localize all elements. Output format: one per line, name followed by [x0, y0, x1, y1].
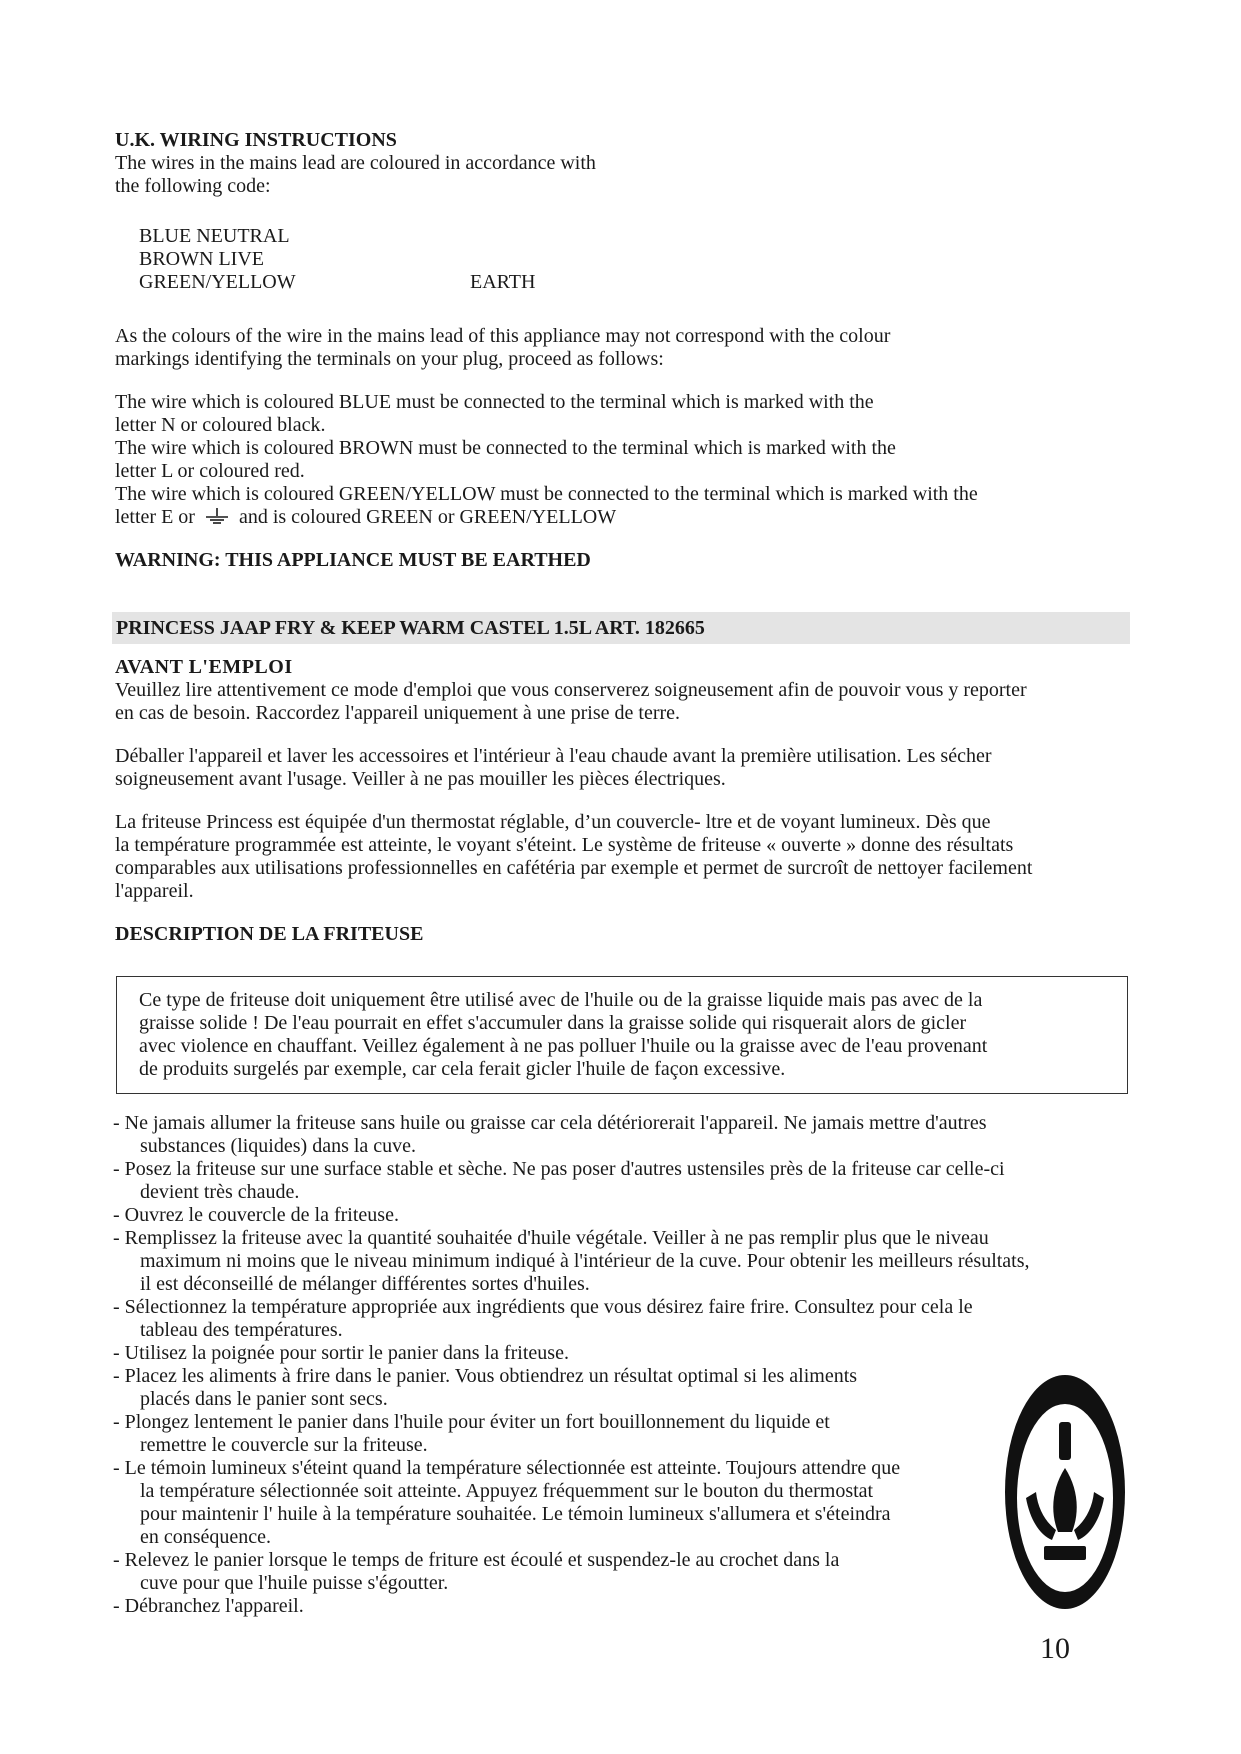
friteuse-line-4: l'appareil. [115, 880, 194, 902]
earthing-warning: WARNING: THIS APPLIANCE MUST BE EARTHED [115, 549, 591, 571]
colour-code-row [139, 271, 535, 294]
list-item [113, 1158, 1133, 1204]
blue-wire-line-1: The wire which is coloured BLUE must be connected to the terminal which is marked with the [115, 391, 874, 413]
plug-note-line-1: As the colours of the wire in the mains lead of this appliance may not correspond with the colour [115, 325, 891, 347]
list-item-line: - Utilisez la poignée pour sortir le panier dans la friteuse. [113, 1342, 569, 1364]
list-item-line: remettre le couvercle sur la friteuse. [140, 1434, 428, 1456]
solid-fat-warning-box [116, 976, 1128, 1094]
green-wire-line-2-start: letter E or [115, 506, 195, 528]
brown-wire-line-1: The wire which is coloured BROWN must be connected to the terminal which is marked with the [115, 437, 896, 459]
list-item-line: - Placez les aliments à frire dans le panier. Vous obtiendrez un résultat optimal si les aliments [113, 1365, 858, 1387]
list-item [113, 1549, 1010, 1595]
list-item-line: la température sélectionnée soit atteinte. Appuyez fréquemment sur le bouton du thermostat [140, 1480, 874, 1502]
deballer-line-2: soigneusement avant l'usage. Veiller à ne pas mouiller les pièces électriques. [115, 768, 726, 790]
description-heading: DESCRIPTION DE LA FRITEUSE [115, 923, 424, 945]
list-item [113, 1457, 1010, 1549]
list-item-line: substances (liquides) dans la cuve. [140, 1135, 417, 1157]
avant-line-2: en cas de besoin. Raccordez l'appareil uniquement à une prise de terre. [115, 702, 681, 724]
box-line-4: de produits surgelés par exemple, car cela ferait gicler l'huile de façon excessive. [139, 1058, 786, 1080]
box-line-2: graisse solide ! De l'eau pourrait en effet s'accumuler dans la graisse solide qui risquerait alors de gicler [139, 1012, 967, 1034]
list-item-line: maximum ni moins que le niveau minimum indiqué à l'intérieur de la cuve. Pour obtenir les meilleurs résultats, [140, 1250, 1030, 1272]
list-item-line: cuve pour que l'huile puisse s'égoutter. [140, 1572, 449, 1594]
uk-wiring-section [115, 129, 1125, 198]
list-item [113, 1296, 1133, 1342]
instruction-list [113, 1112, 1133, 1618]
list-item-line: devient très chaude. [140, 1181, 300, 1203]
avant-line-1: Veuillez lire attentivement ce mode d'emploi que vous conserverez soigneusement afin de pouvoir vous y reporter [115, 679, 1027, 701]
list-item [113, 1112, 1133, 1158]
uk-intro-line-1: The wires in the mains lead are coloured in accordance with [115, 152, 596, 174]
list-item-line: en conséquence. [140, 1526, 272, 1548]
green-wire-line-2-end: and is coloured GREEN or GREEN/YELLOW [238, 506, 617, 528]
uk-instructions [115, 325, 1125, 572]
avant-heading: AVANT L'EMPLOI [115, 656, 293, 678]
green-wire-line-2 [115, 506, 1125, 529]
colour-code-colour: BROWN LIVE [139, 248, 264, 270]
product-banner-title: PRINCESS JAAP FRY & KEEP WARM CASTEL 1.5L ART. 182665 [116, 616, 705, 639]
friteuse-line-3: comparables aux utilisations professionnelles en cafétéria par exemple et permet de surcroît de nettoyer facilement [115, 857, 1033, 879]
list-item-line: - Sélectionnez la température appropriée aux ingrédients que vous désirez faire frire. Consultez pour cela le [113, 1296, 973, 1318]
list-item [113, 1204, 1133, 1227]
list-item [113, 1342, 1133, 1365]
list-item-line: - Ne jamais allumer la friteuse sans huile ou graisse car cela détériorerait l'appareil. Ne jamais mettre d'autres [113, 1112, 987, 1134]
list-item-line: - Débranchez l'appareil. [113, 1595, 304, 1617]
blue-wire-line-2: letter N or coloured black. [115, 414, 326, 436]
plug-note-line-2: markings identifying the terminals on your plug, proceed as follows: [115, 348, 664, 370]
list-item-line: il est déconseillé de mélanger différentes sortes d'huiles. [140, 1273, 590, 1295]
list-item [113, 1227, 1133, 1296]
list-item-line: - Ouvrez le couvercle de la friteuse. [113, 1204, 399, 1226]
colour-code-row [139, 248, 535, 271]
french-language-emblem-icon [1000, 1370, 1130, 1615]
list-item-line: placés dans le panier sont secs. [140, 1388, 388, 1410]
french-section [115, 656, 1130, 946]
colour-code-colour: GREEN/YELLOW [139, 271, 296, 293]
list-item-line: - Plongez lentement le panier dans l'huile pour éviter un fort bouillonnement du liquide et [113, 1411, 830, 1433]
list-item [113, 1365, 1010, 1411]
page-number: 10 [1040, 1632, 1070, 1665]
list-item-line: - Le témoin lumineux s'éteint quand la température sélectionnée est atteinte. Toujours attendre que [113, 1457, 901, 1479]
box-line-1: Ce type de friteuse doit uniquement être utilisé avec de l'huile ou de la graisse liquide mais pas avec de la [139, 989, 983, 1011]
list-item-line: - Relevez le panier lorsque le temps de friture est écoulé et suspendez-le au crochet dans la [113, 1549, 840, 1571]
friteuse-line-1: La friteuse Princess est équipée d'un thermostat réglable, d’un couvercle- ltre et de voyant lumineux. Dès que [115, 811, 991, 833]
uk-intro-line-2: the following code: [115, 175, 271, 197]
list-item [113, 1411, 1010, 1457]
brown-wire-line-2: letter L or coloured red. [115, 460, 305, 482]
friteuse-line-2: la température programmée est atteinte, le voyant s'éteint. Le système de friteuse « ouverte » donne des résultats [115, 834, 1014, 856]
colour-code-row [139, 225, 535, 248]
list-item [113, 1595, 1133, 1618]
uk-heading: U.K. WIRING INSTRUCTIONS [115, 129, 397, 151]
list-item-line: - Posez la friteuse sur une surface stable et sèche. Ne pas poser d'autres ustensiles près de la friteuse car celle-ci [113, 1158, 1005, 1180]
list-item-line: tableau des températures. [140, 1319, 343, 1341]
earth-ground-icon [204, 507, 230, 525]
deballer-line-1: Déballer l'appareil et laver les accessoires et l'intérieur à l'eau chaude avant la première utilisation. Les sécher [115, 745, 992, 767]
list-item-line: pour maintenir l' huile à la température souhaitée. Le témoin lumineux s'allumera et s'éteindra [140, 1503, 891, 1525]
colour-code-table [139, 225, 535, 294]
list-item-line: - Remplissez la friteuse avec la quantité souhaitée d'huile végétale. Veiller à ne pas remplir plus que le niveau [113, 1227, 989, 1249]
box-line-3: avec violence en chauffant. Veillez également à ne pas polluer l'huile ou la graisse avec de l'eau provenant [139, 1035, 988, 1057]
colour-code-colour: BLUE NEUTRAL [139, 225, 290, 247]
green-wire-line-1: The wire which is coloured GREEN/YELLOW must be connected to the terminal which is marked with the [115, 483, 978, 505]
colour-code-role: EARTH [470, 271, 536, 293]
product-banner [112, 612, 1130, 644]
